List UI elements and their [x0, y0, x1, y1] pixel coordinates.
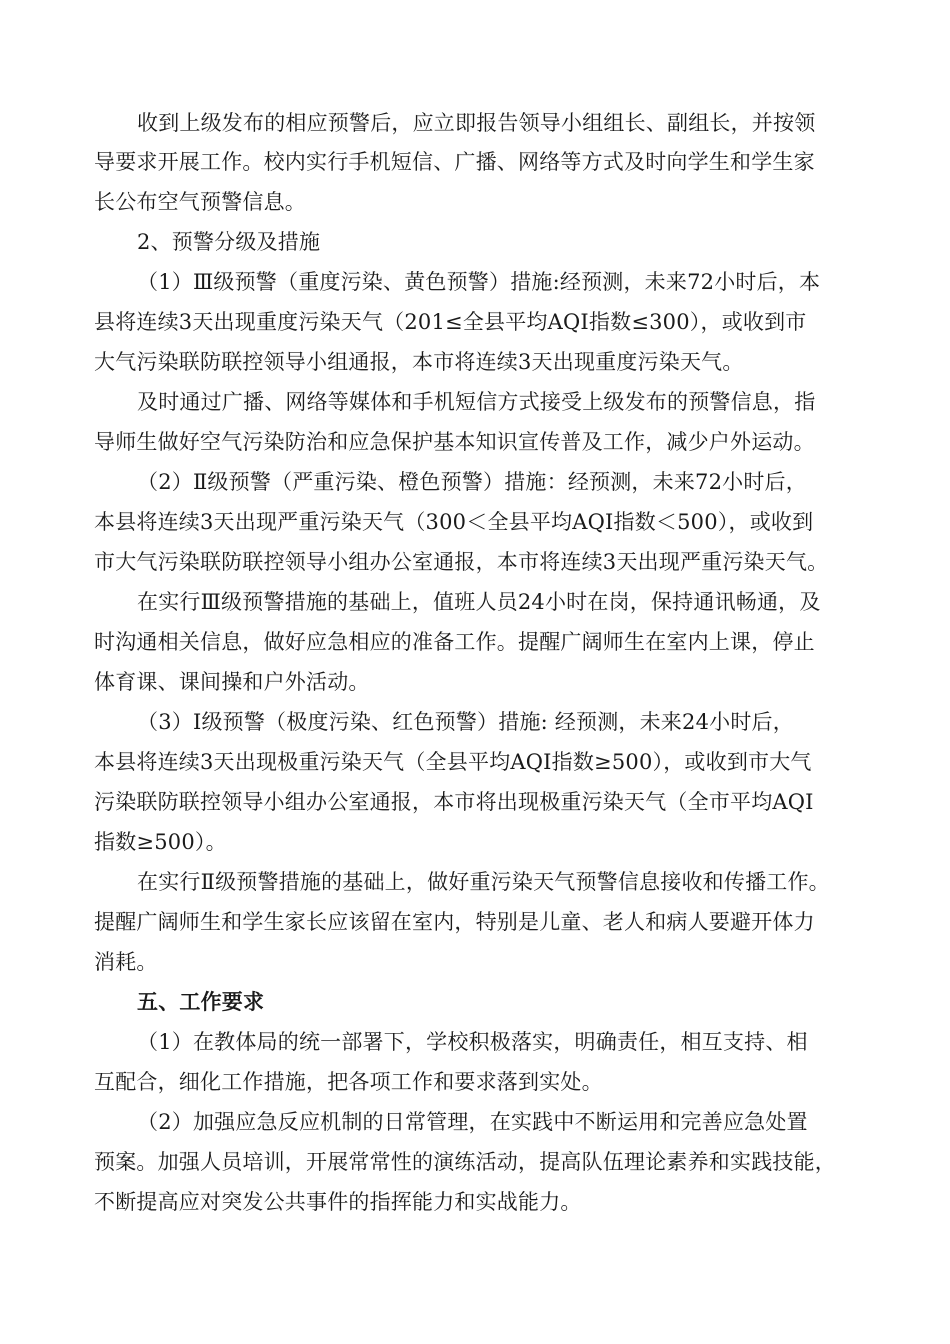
- text-line: 提醒广阔师生和学生家长应该留在室内，特别是儿童、老人和病人要避开体力: [94, 910, 815, 934]
- text-line: 消耗。: [94, 950, 158, 974]
- text-line: 在实行Ⅲ级预警措施的基础上，值班人员24小时在岗，保持通讯畅通，及: [137, 590, 821, 614]
- text-line: 本县将连续3天出现严重污染天气（300＜全县平均AQI指数＜500），或收到: [94, 510, 814, 534]
- text-line: （2）Ⅱ级预警（严重污染、橙色预警）措施：经预测，未来72小时后，: [137, 470, 807, 494]
- text-line: 在实行Ⅱ级预警措施的基础上，做好重污染天气预警信息接收和传播工作。: [137, 870, 830, 894]
- text-line: 体育课、课间操和户外活动。: [94, 670, 370, 694]
- text-line: （1）Ⅲ级预警（重度污染、黄色预警）措施:经预测，未来72小时后，本: [137, 270, 821, 294]
- text-line: 本县将连续3天出现极重污染天气（全县平均AQI指数≥500），或收到市大气: [94, 750, 812, 774]
- text-line: 时沟通相关信息，做好应急相应的准备工作。提醒广阔师生在室内上课，停止: [94, 630, 815, 654]
- text-line: 预案。加强人员培训，开展常常性的演练活动，提高队伍理论素养和实践技能，: [94, 1150, 836, 1174]
- text-line: （2）加强应急反应机制的日常管理，在实践中不断运用和完善应急处置: [137, 1110, 808, 1134]
- text-line: （3）Ⅰ级预警（极度污染、红色预警）措施: 经预测，未来24小时后，: [137, 710, 794, 734]
- text-line: 收到上级发布的相应预警后，应立即报告领导小组组长、副组长，并按领: [137, 111, 816, 135]
- text-line: （1）在教体局的统一部署下，学校积极落实，明确责任，相互支持、相: [137, 1030, 808, 1054]
- text-line: 市大气污染联防联控领导小组办公室通报，本市将连续3天出现严重污染天气。: [94, 550, 829, 574]
- section-heading: 五、工作要求: [137, 990, 265, 1014]
- text-line: 长公布空气预警信息。: [94, 190, 306, 214]
- text-line: 大气污染联防联控领导小组通报，本市将连续3天出现重度污染天气。: [94, 350, 744, 374]
- text-line: 导师生做好空气污染防治和应急保护基本知识宣传普及工作，减少户外运动。: [94, 430, 815, 454]
- section-subheading: 2、预警分级及措施: [137, 230, 321, 254]
- text-line: 污染联防联控领导小组办公室通报，本市将出现极重污染天气（全市平均AQI: [94, 790, 814, 814]
- text-line: 导要求开展工作。校内实行手机短信、广播、网络等方式及时向学生和学生家: [94, 150, 815, 174]
- text-line: 县将连续3天出现重度污染天气（201≤全县平均AQI指数≤300），或收到市: [94, 310, 807, 334]
- text-line: 及时通过广播、网络等媒体和手机短信方式接受上级发布的预警信息，指: [137, 390, 816, 414]
- text-line: 互配合，细化工作措施，把各项工作和要求落到实处。: [94, 1070, 603, 1094]
- text-line: 不断提高应对突发公共事件的指挥能力和实战能力。: [94, 1190, 582, 1214]
- text-line: 指数≥500）。: [94, 830, 227, 854]
